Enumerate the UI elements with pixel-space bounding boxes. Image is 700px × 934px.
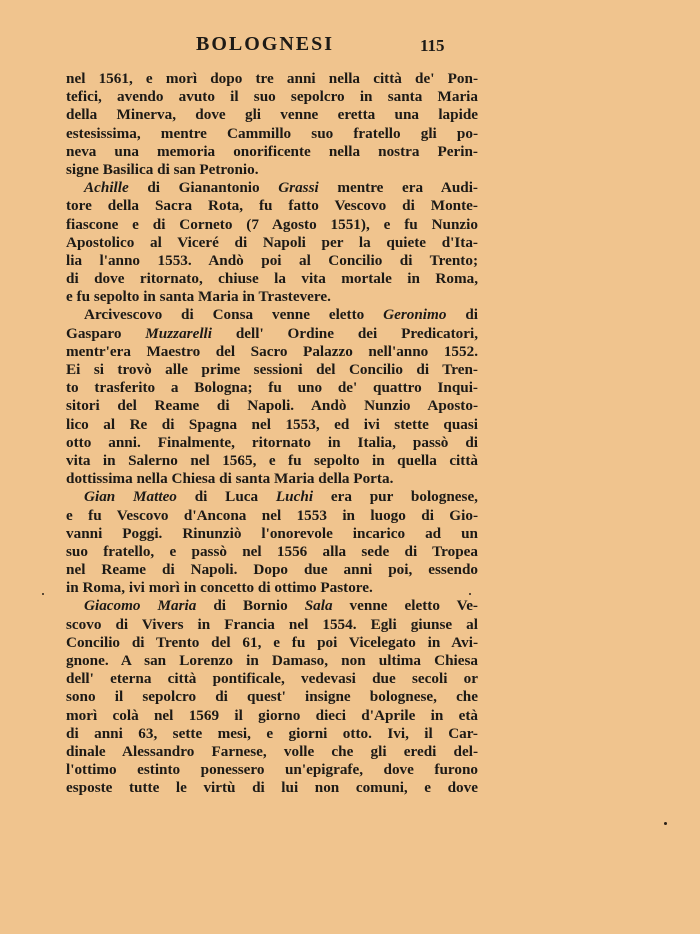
text-line (66, 416, 478, 434)
text-run: dell' eterna città pontificale, vedevasi due secoli or (66, 670, 478, 688)
text-run: suo fratello, e passò nel 1556 alla sede di Tropea (66, 542, 478, 560)
running-head: BOLOGNESI (196, 33, 335, 55)
text-run: di Luca (176, 488, 276, 506)
text-line (66, 234, 478, 252)
text-run: di dove ritornato, chiuse la vita mortale in Roma, (66, 270, 478, 288)
text-line (66, 143, 478, 161)
text-run: tore della Sacra Rota, fu fatto Vescovo di Monte- (66, 197, 478, 215)
text-line (66, 670, 478, 688)
text-line (66, 470, 478, 488)
text-run: fiascone e di Corneto (7 Agosto 1551), e fu Nunzio (66, 215, 478, 233)
text-run: Arcivescovo di Consa venne eletto (84, 306, 384, 324)
ink-speck (469, 593, 471, 595)
italic-name: Achille (84, 179, 129, 197)
text-line (66, 452, 478, 470)
text-run: di Bornio (196, 597, 305, 615)
text-line (66, 579, 478, 597)
text-line (66, 779, 478, 797)
text-run: l'ottimo estinto ponessero un'epigrafe, dove furono (66, 761, 478, 779)
text-line (66, 379, 478, 397)
text-run: vanni Poggi. Rinunziò l'onorevole incarico ad un (66, 524, 478, 542)
text-run: vita in Salerno nel 1565, e fu sepolto in quella città (66, 451, 478, 469)
italic-name: Grassi (278, 179, 319, 197)
text-line (66, 488, 478, 506)
ink-speck (42, 593, 44, 595)
text-run: dottissima nella Chiesa di santa Maria della Porta. (66, 470, 394, 488)
text-run: era pur bolognese, (313, 488, 478, 506)
text-run: di (446, 306, 478, 324)
text-line (66, 507, 478, 525)
ink-speck (664, 822, 667, 825)
text-run: Ei si trovò alle prime sessioni del Concilio di Tren- (66, 361, 478, 378)
text-line (66, 197, 478, 215)
text-line (66, 707, 478, 725)
page-number: 115 (420, 36, 445, 55)
text-line (66, 634, 478, 652)
text-run: venne eletto Ve- (332, 597, 478, 615)
text-line (66, 88, 478, 106)
text-line (66, 106, 478, 124)
text-run: tefici, avendo avuto il suo sepolcro in santa Maria (66, 88, 478, 106)
text-line (66, 652, 478, 670)
text-run: e fu Vescovo d'Ancona nel 1553 in luogo di Gio- (66, 506, 478, 524)
text-line (66, 125, 478, 143)
text-run: gnone. A san Lorenzo in Damaso, non ultima Chiesa (66, 652, 478, 669)
text-line (66, 270, 478, 288)
text-run: in Roma, ivi morì in concetto di ottimo Pastore. (66, 579, 373, 597)
text-line (66, 525, 478, 543)
text-line (66, 616, 478, 634)
italic-name: Sala (304, 597, 333, 615)
text-run: lico al Re di Spagna nel 1553, ed ivi stette quasi (66, 415, 478, 433)
italic-name: Luchi (275, 488, 314, 506)
text-run: signe Basilica di san Petronio. (66, 160, 259, 178)
text-run: morì colà nel 1569 il giorno dieci d'Aprile in età (66, 706, 478, 724)
text-run: Apostolico al Viceré di Napoli per la quiete d'Ita- (66, 233, 478, 251)
text-line (66, 397, 478, 415)
text-run: to trasferito a Bologna; fu uno de' quattro Inqui- (66, 379, 478, 397)
text-run: Concilio di Trento del 61, e fu poi Vicelegato in Avi- (66, 633, 478, 651)
text-run: e fu sepolto in santa Maria in Trastevere. (66, 288, 331, 306)
text-line (66, 361, 478, 379)
text-run: mentr'era Maestro del Sacro Palazzo nell'anno 1552. (66, 342, 478, 360)
body-text (66, 70, 478, 798)
text-line (66, 434, 478, 452)
text-run: esposte tutte le virtù di lui non comuni, e dove (66, 779, 478, 797)
text-line (66, 688, 478, 706)
text-run: neva una memoria onorificente nella nostra Perin- (66, 142, 478, 160)
text-run: estesissima, mentre Cammillo suo fratello gli po- (66, 124, 478, 142)
text-run: di anni 63, sette mesi, e giorni otto. Ivi, il Car- (66, 724, 478, 742)
text-line (66, 216, 478, 234)
text-run: di Gianantonio (128, 179, 279, 197)
text-run: sitori del Reame di Napoli. Andò Nunzio Aposto- (66, 397, 478, 415)
text-line (66, 761, 478, 779)
text-run: otto anni. Finalmente, ritornato in Italia, passò di (66, 433, 478, 451)
text-line (66, 343, 478, 361)
italic-name: Gian Matteo (84, 488, 177, 506)
text-line (66, 725, 478, 743)
text-run: mentre era Audi- (318, 179, 478, 197)
text-run: Gasparo (66, 324, 146, 342)
text-line (66, 70, 478, 88)
italic-name: Giacomo Maria (84, 597, 197, 615)
text-line (66, 561, 478, 579)
text-line (66, 161, 478, 179)
text-line (66, 325, 478, 343)
text-run: lia l'anno 1553. Andò poi al Concilio di Trento; (66, 251, 478, 269)
text-line (66, 288, 478, 306)
text-run: nel Reame di Napoli. Dopo due anni poi, essendo (66, 561, 478, 579)
text-run: dell' Ordine dei Predicatori, (211, 324, 478, 342)
italic-name: Geronimo (383, 306, 447, 324)
text-line (66, 543, 478, 561)
text-run: scovo di Vivers in Francia nel 1554. Egli giunse al (66, 615, 478, 633)
text-run: dinale Alessandro Farnese, volle che gli eredi del- (66, 742, 478, 760)
text-line (66, 597, 478, 615)
text-run: sono il sepolcro di quest' insigne bolognese, che (66, 688, 478, 706)
text-run: nel 1561, e morì dopo tre anni nella città de' Pon- (66, 70, 478, 87)
text-run: della Minerva, dove gli venne eretta una lapide (66, 106, 478, 124)
text-line (66, 179, 478, 197)
text-line (66, 252, 478, 270)
italic-name: Muzzarelli (145, 324, 212, 342)
text-line (66, 306, 478, 324)
text-line (66, 743, 478, 761)
